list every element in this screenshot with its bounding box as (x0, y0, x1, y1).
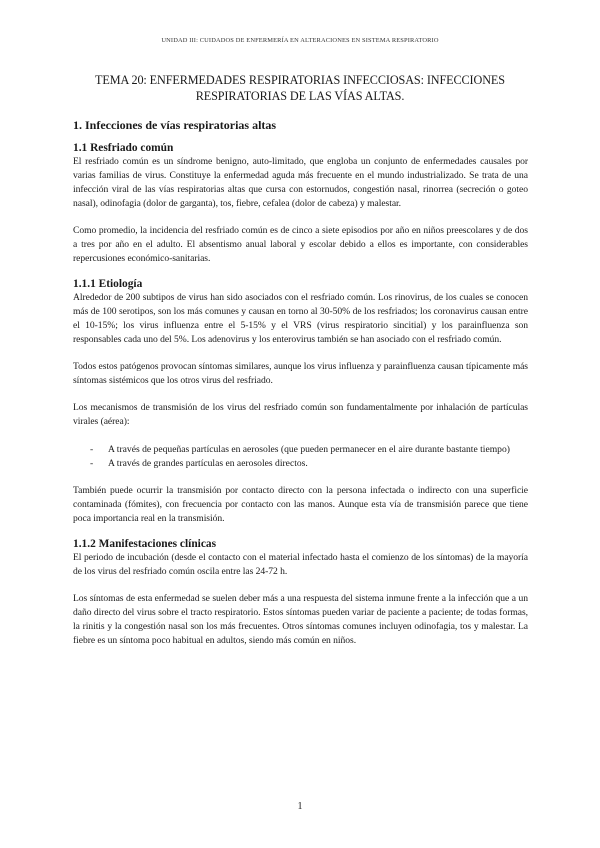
section-heading-1: 1. Infecciones de vías respiratorias altas (73, 118, 277, 132)
paragraph-etiologia-2: Todos estos patógenos provocan síntomas similares, aunque los virus influenza y parainfluenza causan típicamente más síntomas sistémicos que los otros virus del resfriado. (73, 360, 528, 386)
document-body (73, 118, 528, 648)
list-item-text: A través de pequeñas partículas en aerosoles (que pueden permanecer en el aire durante bastante tiempo) (108, 443, 510, 455)
paragraph-resfriado-incidencia: Como promedio, la incidencia del resfriado común es de cinco a siete episodios por año en niños preescolares y de dos a tres por año en el adulto. El absentismo anual laboral y escolar debido a ellos es importante, con considerables repercusiones económico-sanitarias. (73, 225, 528, 264)
paragraph-sintomas: Los síntomas de esta enfermedad se suelen deber más a una respuesta del sistema inmune frente a la infección que a un daño directo del virus sobre el tracto respiratorio. Estos síntomas pueden variar de paciente a paciente; de todas formas, la rinitis y la congestión nasal son los más frecuentes. Otros síntomas comunes incluyen odinofagia, tos y malestar. La fiebre es un síntoma poco habitual en adultos, siendo más común en niños. (73, 592, 528, 646)
running-header: UNIDAD III: CUIDADOS DE ENFERMERÍA EN ALTERACIONES EN SISTEMA RESPIRATORIO (161, 37, 439, 44)
list-item-text: A través de grandes partículas en aerosoles directos. (108, 457, 308, 469)
paragraph-incubacion: El periodo de incubación (desde el contacto con el material infectado hasta el comienzo de los síntomas) de la mayoría de los virus del resfriado común oscila entre las 24-72 h. (73, 551, 528, 577)
list-item (73, 443, 528, 457)
dash-marker: - (90, 443, 94, 455)
page-title: TEMA 20: ENFERMEDADES RESPIRATORIAS INFECCIOSAS: INFECCIONES RESPIRATORIAS DE LAS VÍAS ALTAS. (95, 73, 505, 103)
subsection-heading-1-1-1: 1.1.1 Etiología (73, 277, 143, 290)
list-item (73, 457, 528, 471)
paragraph-resfriado-intro: El resfriado común es un síndrome benigno, auto-limitado, que engloba un conjunto de enfermedades causales por varias familias de virus. Constituye la enfermedad aguda más frecuente en el mundo industrializado. Se trata de una infección viral de las vías respiratorias altas que cursa con estornudos, congestión nasal, rinorrea (secreción o goteo nasal), odinofagia (dolor de garganta), tos, fiebre, cefalea (dolor de cabeza) y malestar. (73, 156, 528, 209)
paragraph-transmision-contacto: También puede ocurrir la transmisión por contacto directo con la persona infectada o indirecto con una superficie contaminada (fómites), con frecuencia por contacto con las manos. Aunque esta vía de transmisión parece que tiene poca importancia real en la transmisión. (73, 484, 528, 524)
dash-marker: - (90, 457, 94, 469)
paragraph-etiologia-1: Alrededor de 200 subtipos de virus han sido asociados con el resfriado común. Los rinovirus, de los cuales se conocen más de 100 serotipos, son los más comunes y causan en torno al 30-50% de los resfriados; los coronavirus causan entre el 10-15%; los virus influenza entre el 5-15% y el VRS (virus respiratorio sincitial) y los parainfluenza son responsables cada uno del 5%. Los adenovirus y los enterovirus también se han asociado con el resfriado común. (73, 291, 528, 345)
page-number: 1 (297, 801, 303, 812)
subsection-heading-1-1: 1.1 Resfriado común (73, 142, 174, 154)
transmision-list (73, 443, 528, 471)
subsection-heading-1-1-2: 1.1.2 Manifestaciones clínicas (73, 537, 217, 550)
paragraph-transmision-intro: Los mecanismos de transmisión de los virus del resfriado común son fundamentalmente por inhalación de partículas virales (aérea): (73, 402, 528, 428)
